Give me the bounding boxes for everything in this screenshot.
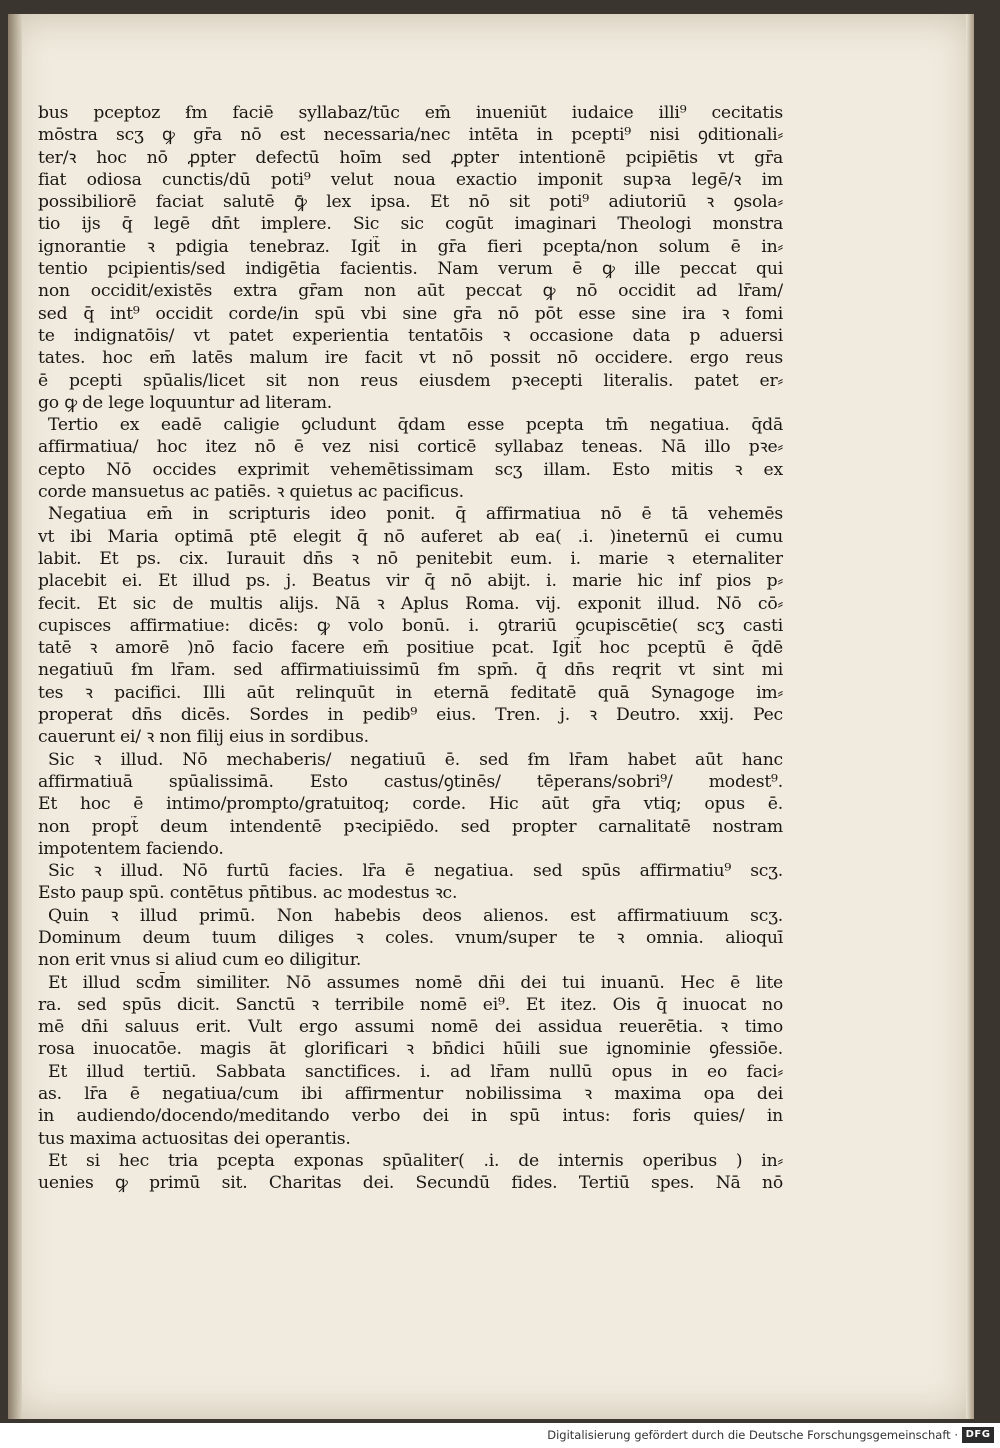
funding-credit: Digitalisierung gefördert durch die Deutsche Forschungsgemeinschaft · [547, 1428, 958, 1442]
text-line: te indignatōis/ vt patet experientia tentatōis ꝛ occasione data p aduersi [38, 325, 783, 346]
text-line: bus pceptoz ẜm faciē syllabaz/tūc em̄ inueniūt iudaice illi⁹ cecitatis [38, 103, 783, 123]
text-line: go ꝙ de lege loquuntur ad literam. [38, 392, 333, 413]
text-line: non occidit/existēs extra gr̄am non aūt peccat ꝙ nō occidit ad lr̄am/ [38, 281, 783, 302]
text-line: possibiliorē faciat salutē ꝙ̄ lex ipsa. Et nō sit poti⁹ adiutoriū ꝛ ꝯsola⸗ [38, 192, 783, 213]
text-line: in audiendo/docendo/meditando verbo dei in spū intus: foris quies/ in [38, 1106, 783, 1127]
text-line: cauerunt ei/ ꝛ non filij eius in sordibus. [38, 727, 369, 748]
text-line: uenies ꝙ primū sit. Charitas dei. Secundū fides. Tertiū spes. Nā nō [38, 1173, 783, 1194]
text-line: as. lr̄a ē negatiua/cum ibi affirmentur nobilissima ꝛ maxima opa dei [38, 1084, 783, 1105]
text-line: mē dn̄i saluus erit. Vult ergo assumi nomē dei assidua reuerētia. ꝛ timo [38, 1017, 783, 1038]
text-line: mōstra scʒ ꝙ gr̄a nō est necessaria/nec intēta in pcepti⁹ nisi ꝯditionali⸗ [38, 125, 783, 146]
text-line: Et hoc ē intimo/prompto/gratuitoq; corde. Hic aūt gr̄a vtiq; opus ē. [38, 794, 783, 815]
text-line: ter/ꝛ hoc nō ꝓpter defectū hoīm sed ꝓpter intentionē pcipiētis vt gr̄a [38, 147, 783, 168]
book-page [8, 14, 974, 1419]
text-line: rosa inuocatōe. magis āt glorificari ꝛ bn̄dici hūili sue ignominie ꝯfessiōe. [38, 1039, 783, 1060]
text-line: tio ijs q̄ legē dn̄t implere. Sic sic cogūt imaginari Theologi monstra [38, 214, 783, 235]
dfg-logo: DFG [962, 1427, 994, 1443]
text-line: Et illud tertiū. Sabbata sanctifices. i. ad lr̄am nullū opus in eo faci⸗ [48, 1061, 783, 1082]
text-line: Et si hec tria pcepta exponas spūaliter( .i. de internis operibus ) in⸗ [48, 1150, 783, 1171]
text-line: fecit. Et sic de multis alijs. Nā ꝛ Aplus Roma. vij. exponit illud. Nō cō⸗ [38, 593, 783, 614]
text-line: tus maxima actuositas dei operantis. [38, 1128, 351, 1149]
text-line: ignorantie ꝛ pdigia tenebraz. Igit̃ in gr̄a fieri pcepta/non solum ē in⸗ [38, 236, 783, 257]
text-line: Tertio ex eadē caligie ꝯcludunt q̄dam esse pcepta tm̄ negatiua. q̄dā [48, 415, 783, 436]
text-line: Et illud scd̄m similiter. Nō assumes nomē dn̄i dei tui inuanū. Hec ē lite [48, 972, 783, 993]
text-line: ē pcepti spūalis/licet sit non reus eiusdem pꝛecepti literalis. patet er⸗ [38, 370, 783, 391]
text-line: non erit vnus si aliud cum eo diligitur. [38, 950, 362, 971]
text-line: corde mansuetus ac patiēs. ꝛ quietus ac pacificus. [38, 482, 464, 503]
text-line: cupisces affirmatiue: dicēs: ꝙ volo bonū. i. ꝯtrariū ꝯcupiscētie( scʒ casti [38, 615, 783, 636]
digitization-footer [0, 1423, 1000, 1448]
text-line: fiat odiosa cunctis/dū poti⁹ velut noua exactio imponit supꝛa legē/ꝛ im [38, 169, 783, 190]
page-edge-shadow [966, 14, 974, 1419]
page-body-text [38, 102, 783, 1195]
text-line: affirmatiua/ hoc itez nō ē vez nisi corticē syllabaz teneas. Nā illo pꝛe⸗ [38, 437, 783, 458]
text-line: Esto paup spū. contētus pn̄tibus. ac modestus ꝛc. [38, 883, 458, 904]
text-line: placebit ei. Et illud ps. j. Beatus vir q̄ nō abijt. i. marie hic inf pios p⸗ [38, 571, 783, 592]
text-line: Quin ꝛ illud primū. Non habebis deos alienos. est affirmatiuum scʒ. [48, 905, 783, 926]
text-line: affirmatiuā spūalissimā. Esto castus/ꝯtinēs/ tēperans/sobri⁹/ modest⁹. [38, 771, 783, 792]
text-line: tes ꝛ pacifici. Illi aūt relinquūt in eternā feditatē quā Synagoge im⸗ [38, 682, 783, 703]
text-line: sed q̄ int⁹ occidit corde/in spū vbi sine gr̄a nō pōt esse sine ira ꝛ fomi [38, 303, 783, 324]
text-line: non propt̃ deum intendentē pꝛecipiēdo. sed propter carnalitatē nostram [38, 816, 783, 837]
text-line: tatē ꝛ amorē )nō facio facere em̄ positiue pcat. Igit̃ hoc pceptū ē q̄dē [38, 638, 783, 659]
text-line: tentio pcipientis/sed indigētia facientis. Nam verum ē ꝙ ille peccat qui [38, 259, 783, 280]
text-line: negatiuū ẜm lr̄am. sed affirmatiuissimū ẜm spm̄. q̄ dn̄s reqrit vt sint mi [38, 660, 783, 681]
text-line: vt ibi Maria optimā ptē elegit q̄ nō auferet ab ea( .i. )ineternū ei cumu [38, 526, 783, 547]
text-line: cepto Nō occides exprimit vehemētissimam scʒ illam. Esto mitis ꝛ ex [38, 459, 783, 480]
text-line: Sic ꝛ illud. Nō mechaberis/ negatiuū ē. sed ẜm lr̄am habet aūt hanc [48, 749, 783, 770]
text-line: impotentem faciendo. [38, 838, 224, 859]
text-line: Sic ꝛ illud. Nō furtū facies. lr̄a ē negatiua. sed spūs affirmatiu⁹ scʒ. [48, 861, 783, 882]
text-line: labit. Et ps. cix. Iurauit dn̄s ꝛ nō penitebit eum. i. marie ꝛ eternaliter [38, 548, 783, 569]
text-line: tates. hoc em̄ latēs malum ire facit vt nō possit nō occidere. ergo reus [38, 348, 783, 369]
text-line: Dominum deum tuum diliges ꝛ coles. vnum/super te ꝛ omnia. alioquī [38, 927, 783, 948]
text-line: properat dn̄s dicēs. Sordes in pedib⁹ eius. Tren. j. ꝛ Deutro. xxij. Pec [38, 705, 783, 726]
text-line: Negatiua em̄ in scripturis ideo ponit. q̄ affirmatiua nō ē tā vehemēs [48, 504, 783, 525]
text-line: ra. sed spūs dicit. Sanctū ꝛ terribile nomē ei⁹. Et itez. Ois q̄ inuocat no [38, 994, 783, 1015]
page-gutter-shadow [8, 14, 22, 1419]
